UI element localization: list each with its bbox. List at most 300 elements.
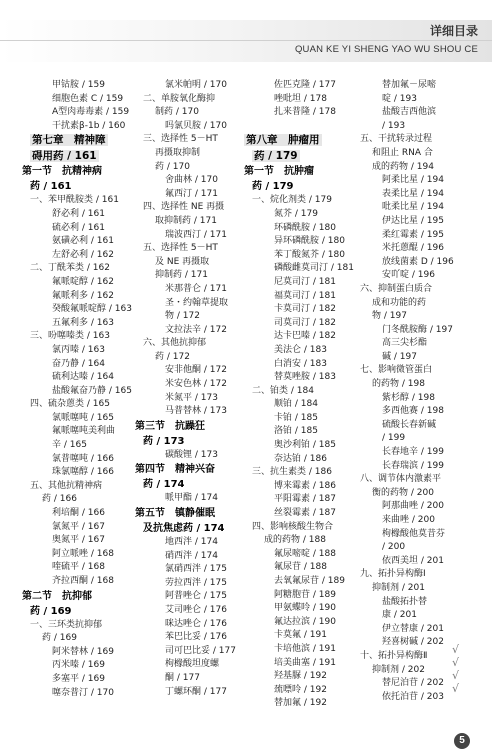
- toc-entry-text: 药 / 172: [155, 351, 190, 362]
- toc-entry-text: 左舒必利 / 162: [52, 249, 114, 260]
- toc-entry: [244, 412, 354, 426]
- toc-entry-text: 第三节 抗躁狂: [135, 420, 205, 432]
- toc-entry: [352, 623, 454, 637]
- toc-entry: [135, 269, 236, 283]
- toc-entry: [22, 507, 132, 521]
- toc-entry-text: / 199: [382, 433, 406, 444]
- toc-column-3: [244, 79, 354, 711]
- toc-entry: [244, 697, 354, 711]
- toc-entry: [244, 643, 354, 657]
- toc-entry-text: 米托蒽醌 / 196: [382, 243, 444, 254]
- toc-entry: [135, 604, 236, 618]
- toc-entry-text: 异环磷酰胺 / 180: [274, 236, 345, 247]
- toc-entry-text: 地西泮 / 174: [165, 537, 218, 548]
- toc-entry: [352, 650, 454, 664]
- toc-entry-text: 第二节 抗抑郁: [22, 590, 92, 602]
- toc-heading: [22, 589, 132, 604]
- toc-entry: [244, 262, 354, 276]
- toc-entry-text: 吗氯贝胺 / 170: [165, 120, 227, 131]
- check-mark-icon: √: [452, 643, 460, 656]
- toc-entry: [352, 106, 454, 120]
- toc-entry: [352, 582, 454, 596]
- toc-entry-text: 第五节 镇静催眠: [135, 508, 215, 520]
- toc-entry-text: 一、三环类抗抑郁: [30, 619, 103, 630]
- toc-entry-text: 五氟利多 / 163: [52, 317, 114, 328]
- toc-entry-text: 一、烷化剂类 / 179: [252, 195, 332, 206]
- toc-entry-text: 安非他酮 / 172: [165, 365, 227, 376]
- toc-entry: [244, 548, 354, 562]
- toc-entry: [135, 161, 236, 175]
- toc-entry: [135, 201, 236, 215]
- toc-entry: [244, 534, 354, 548]
- toc-entry: [22, 632, 132, 646]
- toc-entry: [135, 147, 236, 161]
- toc-entry-text: 马普替林 / 173: [165, 406, 227, 417]
- toc-entry: [135, 645, 236, 659]
- toc-entry-text: 卡铂 / 185: [274, 412, 318, 423]
- toc-entry-text: 抑制剂 / 202: [372, 664, 425, 675]
- toc-entry-text: 硫利达嗪 / 164: [52, 372, 114, 383]
- toc-entry-text: 氟哌噻吨美利曲: [52, 426, 116, 437]
- toc-entry-text: 唑吡坦 / 178: [274, 93, 327, 104]
- toc-entry: [135, 672, 236, 686]
- toc-entry-text: 丝裂霉素 / 187: [274, 508, 336, 519]
- side-checkmarks: [452, 643, 459, 695]
- toc-heading: [244, 149, 354, 165]
- toc-entry-text: 的药物 / 198: [372, 379, 425, 390]
- toc-heading: [135, 477, 236, 492]
- toc-entry-text: 柔红霉素 / 195: [382, 229, 444, 240]
- toc-entry-text: 艾司唑仑 / 176: [165, 605, 227, 615]
- toc-entry-text: 三、抗生素类 / 186: [252, 467, 332, 478]
- toc-entry-text: 尼莫司汀 / 181: [274, 276, 336, 287]
- toc-entry: [22, 425, 132, 439]
- toc-entry-text: 药 / 161: [30, 181, 72, 193]
- toc-entry: [244, 330, 354, 344]
- toc-entry-text: 奥沙利铂 / 185: [274, 440, 336, 451]
- toc-entry-text: 阿糖胞苷 / 189: [274, 589, 336, 600]
- toc-entry-text: 米那普仑 / 171: [165, 283, 227, 294]
- toc-entry-text: 白消安 / 183: [274, 358, 327, 369]
- toc-entry-text: 药 / 166: [42, 494, 77, 505]
- toc-entry: [22, 673, 132, 687]
- toc-entry-text: 多西他赛 / 198: [382, 406, 444, 417]
- toc-entry: [22, 303, 132, 317]
- toc-entry-text: 紫杉醇 / 198: [382, 392, 435, 403]
- toc-entry: [244, 385, 354, 399]
- toc-entry: [22, 120, 132, 134]
- toc-heading: [22, 179, 132, 194]
- toc-heading: [22, 604, 132, 619]
- toc-entry-text: 司可巴比妥 / 177: [165, 645, 236, 656]
- toc-entry: [135, 590, 236, 604]
- toc-entry: [244, 425, 354, 439]
- toc-entry-text: 奈达铂 / 186: [274, 453, 327, 464]
- toc-entry: [22, 358, 132, 372]
- toc-entry: [135, 133, 236, 147]
- toc-entry-text: 扎来普隆 / 178: [274, 107, 336, 118]
- toc-entry: [22, 371, 132, 385]
- toc-entry: [352, 79, 454, 93]
- toc-entry-text: 阿立哌唑 / 168: [52, 548, 114, 559]
- toc-entry: [244, 439, 354, 453]
- toc-entry: [135, 631, 236, 645]
- toc-entry-text: 巯嘌呤 / 192: [274, 684, 327, 695]
- toc-entry-text: 四、硫杂蒽类 / 165: [30, 399, 110, 410]
- toc-entry: [352, 473, 454, 487]
- toc-column-1: [22, 79, 132, 700]
- check-mark-icon: √: [452, 669, 460, 682]
- toc-entry: [352, 432, 454, 446]
- toc-entry: [352, 269, 454, 283]
- toc-entry-text: 制药 / 170: [155, 107, 199, 118]
- toc-entry: [352, 133, 454, 147]
- toc-entry-text: 氟哌啶醇 / 162: [52, 276, 114, 287]
- toc-entry: [352, 147, 454, 161]
- toc-entry: [22, 453, 132, 467]
- check-mark-icon: √: [452, 656, 460, 669]
- toc-entry-text: 和阻止 RNA 合: [372, 147, 433, 158]
- toc-entry-text: 啶 / 193: [382, 93, 417, 104]
- toc-entry-text: 苯丁酸氮芥 / 180: [274, 249, 345, 260]
- toc-entry: [244, 222, 354, 236]
- toc-entry: [352, 283, 454, 297]
- toc-entry: [352, 487, 454, 501]
- toc-entry: [244, 235, 354, 249]
- toc-entry-text: 羟基脲 / 192: [274, 671, 327, 682]
- toc-entry-text: 盐酸拓扑替: [382, 596, 428, 607]
- toc-entry: [352, 664, 454, 678]
- toc-entry: [352, 174, 454, 188]
- toc-entry: [244, 276, 354, 290]
- toc-entry: [135, 215, 236, 229]
- toc-entry: [135, 93, 236, 107]
- toc-entry-text: 丙米嗪 / 169: [52, 660, 105, 671]
- toc-entry-text: 干扰素β-1b / 160: [52, 120, 126, 131]
- toc-entry: [352, 500, 454, 514]
- toc-entry: [352, 229, 454, 243]
- toc-entry: [244, 194, 354, 208]
- toc-entry: [22, 194, 132, 208]
- toc-entry-text: 药 / 169: [30, 605, 72, 617]
- toc-entry: [244, 670, 354, 684]
- toc-entry: [22, 222, 132, 236]
- toc-entry-text: 门冬酰胺酶 / 197: [382, 324, 453, 335]
- toc-entry: [135, 337, 236, 351]
- toc-entry-text: 四、影响核酸生物合: [252, 521, 334, 532]
- toc-entry-text: 吡柔比星 / 194: [382, 202, 444, 213]
- toc-entry: [352, 310, 454, 324]
- toc-column-2: [135, 79, 236, 699]
- toc-entry-text: 硫必利 / 161: [52, 222, 105, 233]
- toc-entry-text: 五、干扰转录过程: [360, 134, 433, 145]
- toc-entry-text: 衡的药物 / 200: [372, 487, 434, 498]
- toc-entry-text: 及抗焦虑药 / 174: [143, 523, 225, 535]
- toc-entry-text: 珠氯噻醇 / 166: [52, 467, 114, 478]
- toc-entry-text: 阿米替林 / 169: [52, 646, 114, 657]
- toc-entry: [22, 235, 132, 249]
- toc-entry: [244, 684, 354, 698]
- toc-entry-text: 安吖啶 / 196: [382, 270, 435, 281]
- toc-entry-text: 成的药物 / 194: [372, 161, 434, 172]
- toc-entry: [22, 561, 132, 575]
- toc-entry-text: 磷酸雌莫司汀 / 181: [274, 263, 354, 274]
- toc-entry: [22, 548, 132, 562]
- toc-entry-text: 放线菌素 D / 196: [382, 256, 454, 267]
- toc-entry: [22, 439, 132, 453]
- toc-entry-text: 高三尖杉酯: [382, 338, 428, 349]
- toc-heading: [22, 133, 132, 149]
- toc-entry: [135, 449, 236, 463]
- toc-entry-text: 氯普噻吨 / 166: [52, 453, 114, 464]
- toc-entry: [135, 79, 236, 93]
- page-title: 详细目录: [429, 24, 478, 38]
- toc-entry: [244, 480, 354, 494]
- toc-entry: [244, 120, 354, 134]
- toc-entry-text: 达卡巴嗪 / 182: [274, 331, 336, 342]
- toc-entry: [22, 398, 132, 412]
- toc-entry: [352, 351, 454, 365]
- toc-entry-text: 瑞波西汀 / 171: [165, 229, 227, 240]
- toc-entry: [22, 385, 132, 399]
- toc-entry: [135, 577, 236, 591]
- toc-entry-text: 氯米帕明 / 170: [165, 80, 227, 90]
- toc-entry-text: 硫酸长春新碱: [382, 419, 437, 430]
- toc-entry-text: 氯哌噻吨 / 165: [52, 412, 114, 423]
- toc-entry: [244, 575, 354, 589]
- toc-entry-text: 卡莫司汀 / 182: [274, 304, 336, 315]
- toc-entry: [135, 324, 236, 338]
- toc-entry-text: 七、影响微管蛋白: [360, 365, 433, 376]
- toc-entry-text: 十、拓扑异构酶Ⅱ: [360, 650, 428, 661]
- toc-entry-text: 物 / 197: [372, 311, 407, 322]
- toc-heading: [244, 133, 354, 149]
- toc-entry-text: 氟西汀 / 171: [165, 188, 218, 199]
- toc-entry: [22, 646, 132, 660]
- check-mark-icon: √: [452, 682, 460, 695]
- toc-entry: [352, 419, 454, 433]
- toc-entry: [352, 677, 454, 691]
- toc-entry: [22, 93, 132, 107]
- header-divider: [0, 40, 492, 41]
- toc-entry-text: 细胞色素 C / 159: [52, 93, 124, 104]
- toc-entry: [352, 215, 454, 229]
- toc-entry: [352, 324, 454, 338]
- toc-entry-text: 四、选择性 NE 再摄: [143, 202, 225, 213]
- toc-entry-text: 米安色林 / 172: [165, 379, 227, 390]
- toc-entry: [352, 337, 454, 351]
- toc-entry: [244, 657, 354, 671]
- toc-entry: [135, 686, 236, 700]
- toc-entry-text: 喹硫平 / 168: [52, 562, 105, 573]
- toc-entry-text: 米氮平 / 173: [165, 392, 218, 403]
- toc-heading: [244, 164, 354, 179]
- toc-entry: [244, 589, 354, 603]
- toc-entry: [244, 453, 354, 467]
- toc-entry-text: 成和功能的药: [372, 297, 427, 308]
- toc-entry: [22, 262, 132, 276]
- toc-entry-text: 五、选择性 5－HT: [143, 243, 218, 254]
- toc-entry-text: 去氧氟尿苷 / 189: [274, 576, 345, 586]
- toc-entry-text: 成的药物 / 188: [264, 535, 326, 546]
- toc-entry-text: 碍用药 / 161: [32, 149, 97, 162]
- toc-entry-text: / 193: [382, 120, 406, 131]
- toc-entry-text: 佐匹克隆 / 177: [274, 80, 336, 90]
- toc-entry-text: 文拉法辛 / 172: [165, 324, 227, 335]
- toc-entry: [135, 229, 236, 243]
- toc-entry: [135, 310, 236, 324]
- toc-entry: [135, 658, 236, 672]
- toc-entry: [352, 596, 454, 610]
- toc-entry-text: / 200: [382, 542, 406, 553]
- toc-entry: [244, 398, 354, 412]
- toc-entry: [22, 330, 132, 344]
- toc-entry: [352, 568, 454, 582]
- toc-entry: [352, 364, 454, 378]
- header-gradient: [0, 20, 492, 62]
- toc-entry-text: 二、单胺氧化酶抑: [143, 93, 216, 104]
- toc-entry: [352, 242, 454, 256]
- toc-entry: [22, 493, 132, 507]
- toc-entry: [135, 536, 236, 550]
- toc-heading: [135, 434, 236, 449]
- toc-entry-text: 替加氟 / 192: [274, 698, 327, 709]
- toc-entry-text: 甲钴胺 / 159: [52, 80, 105, 90]
- page-number: 5: [454, 733, 470, 749]
- toc-entry: [244, 629, 354, 643]
- toc-entry-text: 伊立替康 / 201: [382, 623, 444, 634]
- toc-entry: [244, 249, 354, 263]
- toc-heading: [244, 179, 354, 194]
- toc-entry-text: 六、其他抗抑郁: [143, 338, 207, 349]
- toc-entry-text: 盐酸吉西他滨: [382, 107, 437, 118]
- toc-entry: [352, 201, 454, 215]
- toc-heading: [22, 164, 132, 179]
- toc-entry: [22, 480, 132, 494]
- toc-entry-text: 第一节 抗精神病: [22, 166, 102, 178]
- toc-entry: [352, 555, 454, 569]
- toc-entry: [244, 344, 354, 358]
- toc-entry-text: 辛 / 165: [52, 440, 87, 451]
- toc-entry-text: 劳拉西泮 / 175: [165, 577, 227, 588]
- toc-entry-text: 五、其他抗精神病: [30, 480, 103, 491]
- toc-entry-text: 阿普唑仑 / 175: [165, 591, 227, 602]
- header-band: [0, 20, 492, 62]
- toc-entry: [352, 405, 454, 419]
- toc-entry-text: 枸橼酸他莫昔芬: [382, 528, 446, 539]
- toc-entry-text: 博来霉素 / 186: [274, 480, 336, 491]
- toc-entry-text: 长春地辛 / 199: [382, 447, 444, 458]
- toc-entry: [352, 120, 454, 134]
- toc-entry: [352, 297, 454, 311]
- toc-entry-text: 顺铂 / 184: [274, 399, 318, 410]
- toc-entry: [135, 492, 236, 506]
- toc-heading: [135, 521, 236, 536]
- toc-entry-text: 多塞平 / 169: [52, 673, 105, 684]
- toc-entry-text: 氟哌利多 / 162: [52, 290, 114, 301]
- toc-entry-text: 氟尿嘧啶 / 188: [274, 548, 336, 559]
- toc-entry-text: 抑制剂 / 201: [372, 582, 425, 593]
- toc-entry-text: 碳酸锂 / 173: [165, 449, 218, 460]
- toc-entry: [244, 616, 354, 630]
- toc-entry-text: 二、丁酰苯类 / 162: [30, 263, 110, 274]
- toc-entry: [352, 392, 454, 406]
- toc-entry-text: 平阳霉素 / 187: [274, 494, 336, 505]
- toc-entry-text: 舍曲林 / 170: [165, 175, 218, 186]
- toc-entry-text: A型肉毒毒素 / 159: [52, 107, 130, 118]
- toc-entry-text: 氟尿苷 / 188: [274, 562, 327, 573]
- toc-entry: [244, 93, 354, 107]
- toc-entry-text: 伊达比星 / 195: [382, 215, 444, 226]
- toc-entry: [135, 120, 236, 134]
- toc-entry: [135, 174, 236, 188]
- toc-heading: [135, 419, 236, 434]
- toc-entry-text: 培美曲塞 / 191: [274, 657, 336, 668]
- toc-entry: [244, 79, 354, 93]
- toc-entry-text: 替加氟－尿嘧: [382, 80, 437, 90]
- toc-entry: [135, 297, 236, 311]
- toc-entry-text: 三、选择性 5－HT: [143, 134, 218, 145]
- toc-entry-text: 取抑制药 / 171: [155, 215, 217, 226]
- toc-entry: [22, 659, 132, 673]
- toc-entry: [135, 364, 236, 378]
- toc-entry-text: 阿柔比星 / 194: [382, 175, 444, 186]
- toc-entry: [135, 188, 236, 202]
- header-subtitle: QUAN KE YI SHENG YAO WU SHOU CE: [294, 44, 478, 55]
- toc-entry-text: 枸橼酸坦度螺: [165, 659, 220, 670]
- toc-entry-text: 物 / 172: [165, 311, 200, 322]
- toc-entry-text: 八、调节体内激素平: [360, 474, 442, 485]
- toc-entry: [22, 534, 132, 548]
- toc-entry-text: 噻奈普汀 / 170: [52, 687, 114, 698]
- toc-entry: [135, 283, 236, 297]
- toc-entry: [352, 188, 454, 202]
- toc-entry: [244, 602, 354, 616]
- toc-entry-text: 舒必利 / 161: [52, 208, 105, 219]
- toc-entry: [22, 575, 132, 589]
- toc-entry: [352, 93, 454, 107]
- toc-entry: [135, 378, 236, 392]
- toc-heading: [135, 506, 236, 521]
- toc-entry: [352, 609, 454, 623]
- toc-entry-text: 二、铂类 / 184: [252, 385, 314, 396]
- toc-entry: [244, 303, 354, 317]
- toc-entry: [352, 460, 454, 474]
- toc-entry: [352, 541, 454, 555]
- toc-entry: [352, 691, 454, 705]
- toc-entry-text: 洛铂 / 185: [274, 426, 318, 437]
- toc-entry-text: 药 / 179: [254, 149, 298, 162]
- toc-entry-text: 奋乃静 / 164: [52, 358, 105, 369]
- toc-entry: [352, 161, 454, 175]
- toc-entry: [22, 106, 132, 120]
- toc-entry: [135, 256, 236, 270]
- toc-entry-text: 药 / 173: [143, 435, 185, 447]
- toc-entry: [244, 208, 354, 222]
- toc-heading: [22, 149, 132, 165]
- toc-entry-text: 长春瑞滨 / 199: [382, 460, 444, 471]
- toc-heading: [135, 462, 236, 477]
- toc-entry: [22, 521, 132, 535]
- toc-entry-text: 阿那曲唑 / 200: [382, 501, 444, 512]
- toc-entry-text: 利培酮 / 166: [52, 508, 105, 519]
- toc-entry-text: 氯丙嗪 / 163: [52, 344, 105, 355]
- toc-entry-text: 硝西泮 / 174: [165, 550, 218, 561]
- toc-entry-text: 丁螺环酮 / 177: [165, 686, 227, 697]
- toc-entry-text: 再摄取抑制: [155, 147, 201, 158]
- toc-entry-text: 药 / 174: [143, 479, 185, 491]
- toc-entry-text: 康 / 201: [382, 610, 417, 621]
